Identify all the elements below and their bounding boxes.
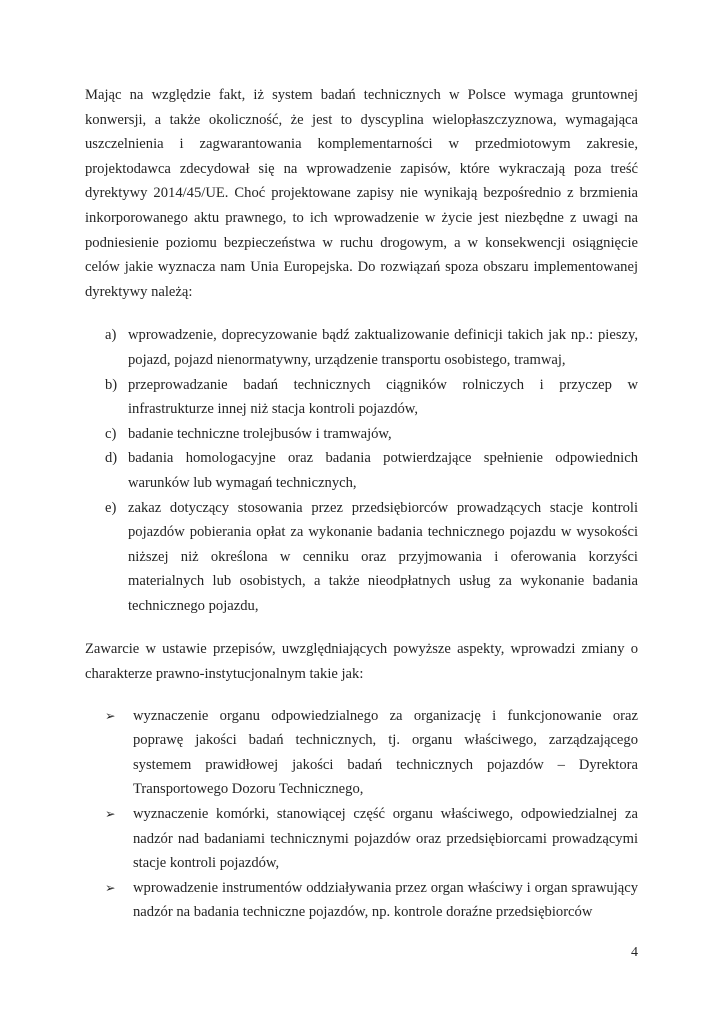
list-item-c: [85, 422, 638, 447]
list-item-b: [85, 373, 638, 422]
arrow-list-item-2: [85, 802, 638, 876]
list-item-marker: a): [105, 327, 117, 344]
list-item-d: [85, 446, 638, 495]
arrow-bullet-icon: ➢: [105, 880, 116, 895]
lettered-list: [85, 323, 638, 618]
list-item-marker: b): [105, 376, 118, 393]
list-item-text: wprowadzenie instrumentów oddziaływania przez organ właściwy i organ sprawujący nadzór na badania techniczne pojazdów, np. kontrole doraźne przedsiębiorców: [133, 879, 638, 921]
intro-paragraph: Mając na względzie fakt, iż system badań technicznych w Polsce wymaga gruntownej konwersji, a także okoliczność, że jest to dyscyplina wielopłaszczyznowa, wymagająca uszczelnienia i zagwarantowania komplementarności w przedmiotowym zakresie, projektodawca zdecydował się na wprowadzenie zapisów, które wykraczają poza treść dyrektywy 2014/45/UE. Choć projektowane zapisy nie wynikają bezpośrednio z brzmienia inkorporowanego aktu prawnego, to ich wprowadzenie w życie jest niezbędne z uwagi na podniesienie poziomu bezpieczeństwa w ruchu drogowym, a w konsekwencji osiągnięcie celów jakie wyznacza nam Unia Europejska. Do rozwiązań spoza obszaru implementowanej dyrektywy należą:: [85, 87, 638, 300]
list-item-text: wyznaczenie organu odpowiedzialnego za organizację i funkcjonowanie oraz poprawę jakości badań technicznych, tj. organu właściwego, zarządzającego systemem prawidłowej jakości badań technicznych pojazdów – Dyrektora Transportowego Dozoru Technicznego,: [133, 707, 638, 798]
list-item-marker: c): [105, 425, 117, 442]
arrow-bullet-list: [85, 704, 638, 925]
arrow-list-item-1: [85, 704, 638, 802]
arrow-bullet-icon: ➢: [105, 708, 116, 723]
list-item-text: badania homologacyjne oraz badania potwierdzające spełnienie odpowiednich warunków lub wymagań technicznych,: [128, 450, 638, 491]
list-item-text: wprowadzenie, doprecyzowanie bądź zaktualizowanie definicji takich jak np.: pieszy, pojazd, pojazd nienormatywny, urządzenie transportu osobistego, tramwaj,: [128, 327, 638, 368]
list-item-text: zakaz dotyczący stosowania przez przedsiębiorców prowadzących stacje kontroli pojazdów pobierania opłat za wykonanie badania technicznego pojazdu w wysokości niższej niż określona w cenniku oraz przyjmowania i oferowania korzyści materialnych lub osobistych, a także nieodpłatnych usług za wykonanie badania technicznego pojazdu,: [128, 499, 638, 614]
document-body: [85, 83, 638, 925]
list-item-text: wyznaczenie komórki, stanowiącej część organu właściwego, odpowiedzialnej za nadzór nad badaniami technicznymi pojazdów oraz przedsiębiorcami prowadzącymi stacje kontroli pojazdów,: [133, 806, 638, 872]
arrow-bullet-icon: ➢: [105, 807, 116, 822]
list-item-a: [85, 323, 638, 372]
arrow-list-item-3: [85, 876, 638, 925]
list-item-text: przeprowadzanie badań technicznych ciągników rolniczych i przyczep w infrastrukturze innej niż stacja kontroli pojazdów,: [128, 376, 638, 418]
list-item-marker: e): [105, 499, 117, 516]
list-item-e: [85, 496, 638, 619]
list-item-text: badanie techniczne trolejbusów i tramwajów,: [128, 425, 392, 442]
page-number: 4: [631, 945, 638, 960]
transition-paragraph: Zawarcie w ustawie przepisów, uwzględniających powyższe aspekty, wprowadzi zmiany o charakterze prawno-instytucjonalnym takie jak:: [85, 641, 638, 683]
list-item-marker: d): [105, 450, 118, 467]
